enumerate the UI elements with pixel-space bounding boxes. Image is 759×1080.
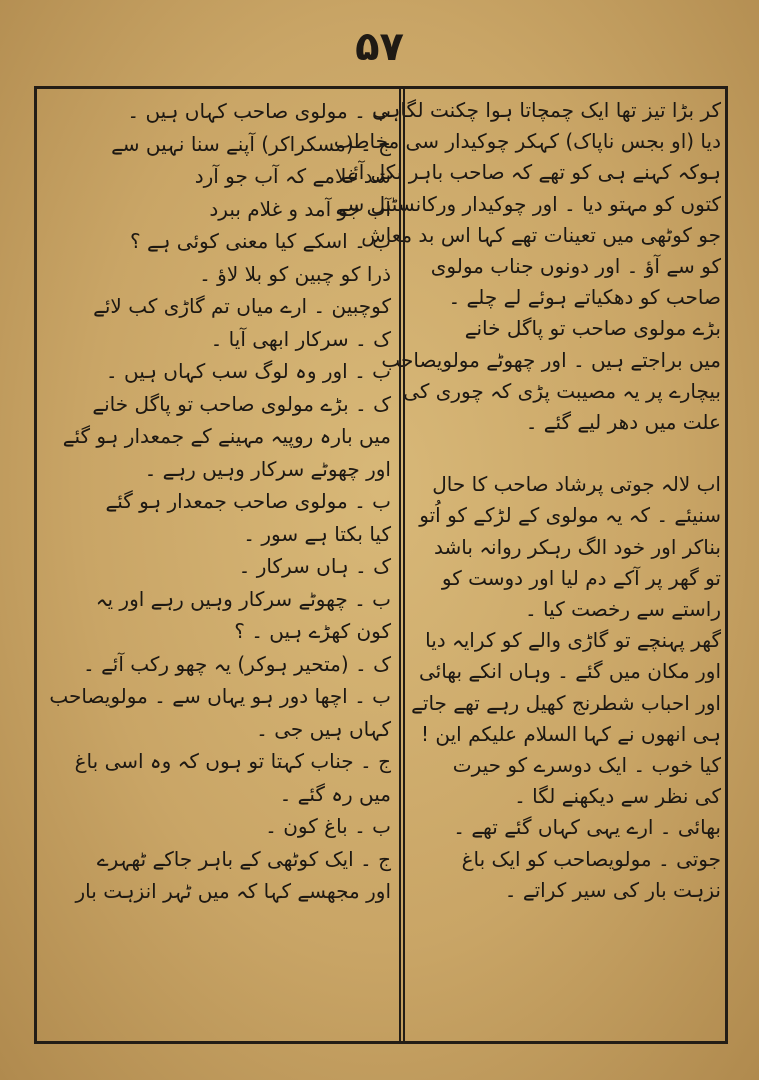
- text-line: ب ۔ مولوی صاحب جمعدار ہو گئے: [105, 489, 391, 513]
- text-line: ہی انھوں نے کہا السلام علیکم این !: [421, 721, 721, 746]
- text-line: کی نظر سے دیکھنے لگا ۔: [514, 784, 721, 809]
- text-line: گھر پہنچے تو گاڑی والے کو کرایہ دیا: [425, 628, 721, 653]
- text-line: بڑے مولوی صاحب تو پاگل خانے: [464, 316, 721, 341]
- text-line: اور مکان میں گئے ۔ وہاں انکے بھائی: [418, 659, 721, 684]
- text-line: میں رہ گئے ۔: [279, 781, 391, 806]
- text-line: ک ۔ (متحیر ہوکر) یہ چھو رکب آئے ۔: [83, 651, 391, 676]
- text-line: کہاں ہیں جی ۔: [256, 716, 391, 741]
- text-line: ب ۔ باغ کون ۔: [265, 814, 391, 838]
- text-line: ج ۔ (مسکراکر) آپنے سنا نہیں سے: [111, 131, 391, 156]
- text-line: جوتی ۔ مولویصاحب کو ایک باغ: [461, 846, 721, 871]
- text-line: بیچارے پر یہ مصیبت پڑی کہ چوری کی: [403, 378, 721, 403]
- text-line: ب ۔ اچھا دور ہو یہاں سے ۔ مولویصاحب: [49, 684, 391, 708]
- text-line: علت میں دھر لیے گئے ۔: [525, 409, 721, 434]
- text-line: کیا بکتا ہے سور ۔: [243, 521, 391, 546]
- text-line: نزہت بار کی سیر کراتے ۔: [504, 877, 721, 902]
- text-line: اور احباب شطرنج کھیل رہے تھے جاتے: [411, 690, 721, 715]
- text-line: کوچبین ۔ ارے میاں تم گاڑی کب لائے: [93, 294, 391, 318]
- text-line: سنیئے ۔ کہ یہ مولوی کے لڑکے کو اُتو: [419, 503, 721, 528]
- text-line: میں براجتے ہیں ۔ اور چھوٹے مولویصاحب: [381, 347, 721, 372]
- text-line: ذرا کو چبین کو بلا لاؤ ۔: [199, 261, 391, 286]
- page-number: ۵۷: [355, 24, 404, 70]
- text-line: ج ۔ جناب کہتا تو ہوں کہ وہ اسی باغ: [74, 749, 391, 773]
- text-line: ک ۔ سرکار ابھی آیا ۔: [210, 326, 391, 351]
- text-line: ب ۔ اور وہ لوگ سب کہاں ہیں ۔: [105, 359, 391, 383]
- text-line: راستے سے رخصت کیا ۔: [524, 597, 721, 621]
- text-line: ب ۔ اسکے کیا معنی کوئی ہے ؟: [130, 229, 391, 253]
- page-frame: [34, 86, 728, 1044]
- text-line: [409, 438, 721, 469]
- text-line: کون کھڑے ہیں ۔ ؟: [234, 619, 391, 643]
- text-line: اب لالہ جوتی پرشاد صاحب کا حال: [432, 472, 721, 497]
- text-line: کو سے آؤ ۔ اور دونوں جناب مولوی: [430, 253, 721, 278]
- text-line: بھائی ۔ ارے یہی کہاں گئے تھے ۔: [453, 815, 721, 840]
- text-line: جو کوٹھی میں تعینات تھے کہا اس بد معاش: [361, 222, 721, 247]
- text-line: کیا خوب ۔ ایک دوسرے کو حیرت: [452, 752, 721, 777]
- text-line: دیا (او بجس ناپاک) کہکر چوکیدار سی مخاطب: [333, 129, 721, 154]
- text-line: اور چھوٹے سرکار وہیں رہے ۔: [144, 456, 391, 481]
- text-line: اور مجھسے کہا کہ میں ٹہر انزہت بار: [75, 879, 391, 903]
- text-line: ک ۔ بڑے مولوی صاحب تو پاگل خانے: [92, 391, 391, 416]
- text-line: ک ۔ ہاں سرکار ۔: [238, 554, 391, 578]
- text-line: ب ۔ چھوٹے سرکار وہیں رہے اور یہ: [95, 586, 391, 611]
- text-line: ہوکہ کہنے ہی کو تھے کہ صاحب باہر نکل آئے: [341, 160, 721, 185]
- text-line: کر بڑا تیز تھا ایک چمچاتا ہوا چکنت لگاہی: [371, 98, 721, 122]
- text-line: شد غلامے کہ آب جو آرد: [194, 164, 391, 188]
- text-line: ب ۔ مولوی صاحب کہاں ہیں ۔: [127, 99, 391, 123]
- text-line: تو گھر پر آکے دم لیا اور دوست کو: [441, 565, 721, 590]
- text-line: کتوں کو مہتو دیا ۔ اور چوکیدار ورکانسٹبل سے: [335, 191, 721, 216]
- text-line: صاحب کو دھکیاتے ہوئے لے چلے ۔: [448, 285, 721, 310]
- left-text-column: [45, 95, 391, 1035]
- text-line: بناکر اور خود الگ رہکر روانہ باشد: [434, 534, 721, 559]
- text-line: میں بارہ روپیہ مہینے کے جمعدار ہو گئے: [62, 424, 391, 448]
- column-divider: [399, 89, 405, 1041]
- text-line: ج ۔ ایک کوٹھی کے باہر جاکے ٹھہرے: [96, 846, 391, 871]
- text-line: آب جو آمد و غلام ببرد: [209, 196, 391, 221]
